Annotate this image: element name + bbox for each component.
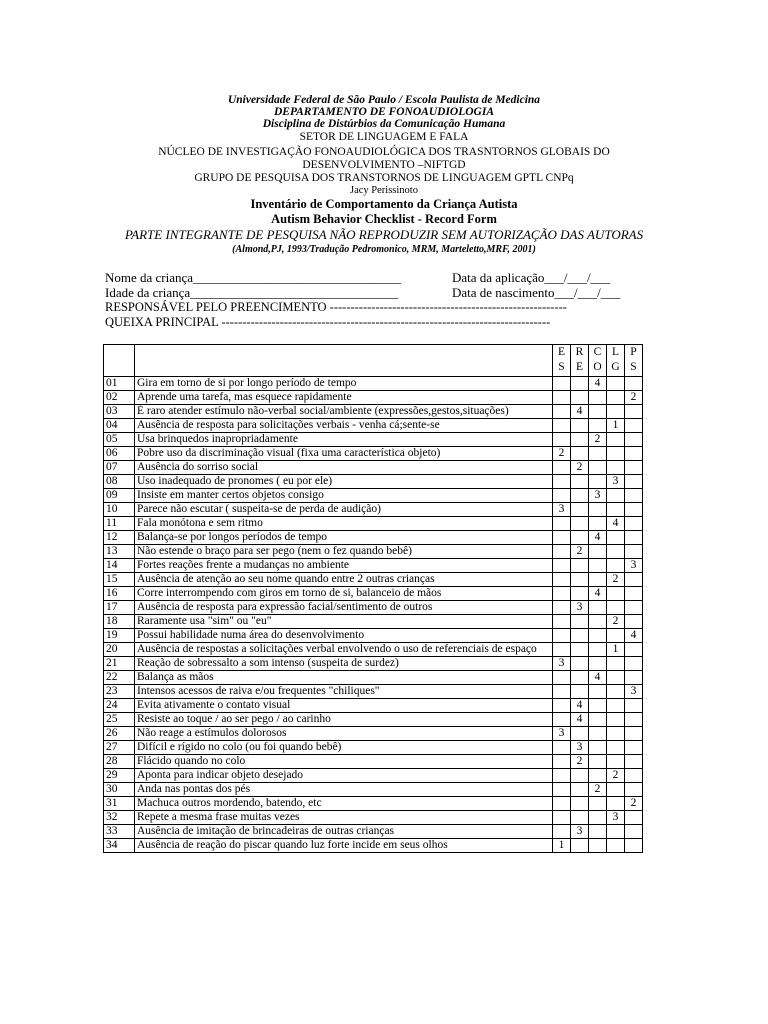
score-cell[interactable] (571, 629, 589, 643)
table-row (104, 755, 643, 769)
score-cell[interactable] (553, 475, 571, 489)
score-cell[interactable] (607, 699, 625, 713)
score-cell[interactable] (571, 811, 589, 825)
score-cell[interactable] (571, 587, 589, 601)
score-cell[interactable] (553, 783, 571, 797)
item-text: Ausência de reação do piscar quando luz forte incide em seus olhos (135, 839, 553, 853)
score-cell[interactable] (607, 405, 625, 419)
item-number: 25 (104, 713, 135, 727)
score-cell[interactable] (553, 545, 571, 559)
item-text: Ausência de resposta para expressão facial/sentimento de outros (135, 601, 553, 615)
score-cell[interactable] (589, 461, 607, 475)
score-cell[interactable]: 3 (571, 825, 589, 839)
behavior-checklist-table (103, 344, 643, 853)
score-cell[interactable] (553, 629, 571, 643)
table-row (104, 811, 643, 825)
table-row (104, 391, 643, 405)
score-cell[interactable] (589, 475, 607, 489)
score-cell[interactable] (607, 461, 625, 475)
score-cell[interactable] (553, 615, 571, 629)
score-cell[interactable]: 3 (553, 503, 571, 517)
score-cell[interactable] (625, 769, 643, 783)
score-cell[interactable]: 1 (607, 419, 625, 433)
item-number: 27 (104, 741, 135, 755)
score-cell[interactable] (589, 573, 607, 587)
item-text: Não reage a estímulos dolorosos (135, 727, 553, 741)
score-cell[interactable] (571, 783, 589, 797)
score-cell[interactable] (589, 727, 607, 741)
table-row (104, 447, 643, 461)
score-cell[interactable] (625, 475, 643, 489)
score-cell[interactable] (553, 699, 571, 713)
sector-line: SETOR DE LINGUAGEM E FALA (299, 131, 469, 143)
score-cell[interactable] (553, 419, 571, 433)
score-cell[interactable] (571, 377, 589, 391)
score-cell[interactable] (625, 517, 643, 531)
score-cell[interactable]: 4 (589, 587, 607, 601)
score-cell[interactable] (553, 391, 571, 405)
score-cell[interactable] (607, 587, 625, 601)
score-cell[interactable] (607, 391, 625, 405)
table-row (104, 531, 643, 545)
table-row (104, 587, 643, 601)
column-header-co: C O (589, 345, 607, 377)
score-cell[interactable]: 4 (571, 405, 589, 419)
score-cell[interactable]: 1 (607, 643, 625, 657)
score-cell[interactable] (607, 531, 625, 545)
table-row (104, 545, 643, 559)
item-text: Ausência do sorriso social (135, 461, 553, 475)
score-cell[interactable] (553, 797, 571, 811)
score-cell[interactable] (625, 783, 643, 797)
score-cell[interactable] (571, 671, 589, 685)
column-header-re: R E (571, 345, 589, 377)
birth-date-field[interactable]: Data de nascimento___/___/___ (452, 285, 621, 300)
table-row (104, 405, 643, 419)
score-cell[interactable] (607, 671, 625, 685)
table-row (104, 825, 643, 839)
item-number: 08 (104, 475, 135, 489)
table-row (104, 783, 643, 797)
score-cell[interactable] (607, 783, 625, 797)
score-cell[interactable] (589, 713, 607, 727)
score-cell[interactable] (607, 489, 625, 503)
score-cell[interactable] (571, 769, 589, 783)
group-line: GRUPO DE PESQUISA DOS TRANSTORNOS DE LINGUAGEM GPTL CNPq (194, 172, 574, 184)
discipline-line: Disciplina de Distúrbios da Comunicação Humana (262, 118, 506, 130)
table-row (104, 671, 643, 685)
university-line: Universidade Federal de São Paulo / Escola Paulista de Medicina (227, 94, 541, 106)
score-cell[interactable] (589, 769, 607, 783)
table-row (104, 699, 643, 713)
score-cell[interactable]: 3 (553, 727, 571, 741)
item-text: Aprende uma tarefa, mas esquece rapidamente (135, 391, 553, 405)
item-text: Flácido quando no colo (135, 755, 553, 769)
item-number: 16 (104, 587, 135, 601)
item-text: Gira em torno de si por longo período de tempo (135, 377, 553, 391)
item-text: Ausência de resposta para solicitações verbais - venha cá;sente-se (135, 419, 553, 433)
score-cell[interactable] (607, 727, 625, 741)
score-cell[interactable] (607, 545, 625, 559)
item-number: 04 (104, 419, 135, 433)
table-row (104, 517, 643, 531)
score-cell[interactable] (553, 405, 571, 419)
score-cell[interactable]: 1 (553, 839, 571, 853)
score-cell[interactable]: 2 (625, 391, 643, 405)
score-cell[interactable] (625, 461, 643, 475)
score-cell[interactable] (589, 755, 607, 769)
item-number: 10 (104, 503, 135, 517)
item-text: Possui habilidade numa área do desenvolvimento (135, 629, 553, 643)
item-number: 19 (104, 629, 135, 643)
score-cell[interactable] (625, 825, 643, 839)
score-cell[interactable] (607, 797, 625, 811)
score-cell[interactable] (607, 713, 625, 727)
table-row (104, 503, 643, 517)
item-text: Ausência de imitação de brincadeiras de outras crianças (135, 825, 553, 839)
score-cell[interactable]: 3 (625, 559, 643, 573)
score-cell[interactable] (553, 643, 571, 657)
score-cell[interactable] (625, 447, 643, 461)
score-cell[interactable] (625, 643, 643, 657)
score-cell[interactable] (571, 643, 589, 657)
item-text: Reação de sobressalto a som intenso (suspeita de surdez) (135, 657, 553, 671)
table-row (104, 461, 643, 475)
score-cell[interactable] (625, 545, 643, 559)
score-cell[interactable]: 3 (553, 657, 571, 671)
score-cell[interactable]: 4 (571, 699, 589, 713)
column-header-es: E S (553, 345, 571, 377)
score-cell[interactable] (589, 517, 607, 531)
score-cell[interactable] (589, 643, 607, 657)
score-cell[interactable] (571, 433, 589, 447)
score-cell[interactable] (607, 755, 625, 769)
table-row (104, 657, 643, 671)
table-row (104, 433, 643, 447)
item-text: Ausência de respostas a solicitações verbal envolvendo o uso de referenciais de espaço (135, 643, 553, 657)
score-cell[interactable]: 4 (625, 629, 643, 643)
score-cell[interactable]: 2 (625, 797, 643, 811)
score-cell[interactable] (625, 433, 643, 447)
item-number: 13 (104, 545, 135, 559)
item-text: Evita ativamente o contato visual (135, 699, 553, 713)
item-number: 17 (104, 601, 135, 615)
score-cell[interactable] (571, 573, 589, 587)
form-title: Inventário de Comportamento da Criança Autista (250, 197, 518, 211)
score-cell[interactable] (553, 461, 571, 475)
score-cell[interactable] (625, 699, 643, 713)
score-cell[interactable] (589, 699, 607, 713)
score-cell[interactable] (625, 587, 643, 601)
score-cell[interactable] (625, 531, 643, 545)
score-cell[interactable] (589, 391, 607, 405)
score-cell[interactable] (571, 391, 589, 405)
table-row (104, 601, 643, 615)
item-text: Fortes reações frente a mudanças no ambiente (135, 559, 553, 573)
score-cell[interactable] (607, 741, 625, 755)
score-cell[interactable]: 3 (571, 741, 589, 755)
item-text: Insiste em manter certos objetos consigo (135, 489, 553, 503)
score-cell[interactable] (571, 839, 589, 853)
score-cell[interactable] (571, 503, 589, 517)
item-text: Usa brinquedos inapropriadamente (135, 433, 553, 447)
score-cell[interactable]: 4 (589, 377, 607, 391)
score-cell[interactable] (553, 769, 571, 783)
score-cell[interactable] (607, 629, 625, 643)
table-row (104, 475, 643, 489)
notice-line: PARTE INTEGRANTE DE PESQUISA NÃO REPRODUZIR SEM AUTORIZAÇÃO DAS AUTORAS (124, 227, 644, 242)
score-cell[interactable] (589, 797, 607, 811)
item-text: Aponta para indicar objeto desejado (135, 769, 553, 783)
score-cell[interactable] (571, 615, 589, 629)
item-number: 26 (104, 727, 135, 741)
score-cell[interactable] (553, 741, 571, 755)
item-number: 31 (104, 797, 135, 811)
table-row (104, 741, 643, 755)
score-cell[interactable]: 2 (571, 545, 589, 559)
score-cell[interactable] (589, 447, 607, 461)
score-cell[interactable]: 2 (589, 783, 607, 797)
score-cell[interactable] (607, 559, 625, 573)
score-cell[interactable] (625, 727, 643, 741)
header-number-cell (104, 345, 135, 377)
item-text: Anda nas pontas dos pés (135, 783, 553, 797)
table-row (104, 615, 643, 629)
score-cell[interactable] (553, 601, 571, 615)
item-text: Raramente usa "sim" ou "eu" (135, 615, 553, 629)
score-cell[interactable] (553, 755, 571, 769)
department-line: DEPARTAMENTO DE FONOAUDIOLOGIA (273, 106, 495, 118)
header-item-cell (135, 345, 553, 377)
score-cell[interactable] (625, 671, 643, 685)
item-text: Repete a mesma frase muitas vezes (135, 811, 553, 825)
child-name-field[interactable]: Nome da criança________________________________ (105, 270, 402, 285)
item-text: Fala monótona e sem ritmo (135, 517, 553, 531)
score-cell[interactable] (589, 615, 607, 629)
item-number: 20 (104, 643, 135, 657)
score-cell[interactable] (571, 489, 589, 503)
table-row (104, 839, 643, 853)
responsible-field[interactable]: RESPONSÁVEL PELO PREENCIMENTO --------------------------------------------------------- (105, 300, 567, 314)
item-number: 33 (104, 825, 135, 839)
score-cell[interactable] (589, 419, 607, 433)
score-cell[interactable] (607, 447, 625, 461)
score-cell[interactable]: 2 (607, 573, 625, 587)
item-number: 21 (104, 657, 135, 671)
item-number: 09 (104, 489, 135, 503)
score-cell[interactable] (607, 825, 625, 839)
application-date-field[interactable]: Data da aplicação___/___/___ (452, 270, 611, 285)
column-header-ps: P S (625, 345, 643, 377)
score-cell[interactable] (625, 419, 643, 433)
score-cell[interactable] (607, 433, 625, 447)
score-cell[interactable] (571, 797, 589, 811)
column-header-lg: L G (607, 345, 625, 377)
score-cell[interactable] (553, 559, 571, 573)
score-cell[interactable] (607, 839, 625, 853)
score-cell[interactable] (589, 629, 607, 643)
score-cell[interactable] (553, 685, 571, 699)
score-cell[interactable]: 2 (571, 755, 589, 769)
nucleus-line-1: NÚCLEO DE INVESTIGAÇÃO FONOAUDIOLÓGICA DOS TRASNTORNOS GLOBAIS DO (158, 146, 610, 158)
item-number: 03 (104, 405, 135, 419)
score-cell[interactable] (625, 489, 643, 503)
score-cell[interactable] (625, 615, 643, 629)
score-cell[interactable]: 2 (553, 447, 571, 461)
item-text: Pobre uso da discriminação visual (fixa uma característica objeto) (135, 447, 553, 461)
table-row (104, 419, 643, 433)
score-cell[interactable] (571, 685, 589, 699)
score-cell[interactable] (589, 685, 607, 699)
score-cell[interactable] (571, 447, 589, 461)
score-cell[interactable] (625, 811, 643, 825)
score-cell[interactable] (607, 601, 625, 615)
item-text: Intensos acessos de raiva e/ou frequentes "chiliques" (135, 685, 553, 699)
score-cell[interactable] (553, 531, 571, 545)
item-number: 05 (104, 433, 135, 447)
score-cell[interactable] (571, 517, 589, 531)
score-cell[interactable] (571, 559, 589, 573)
item-text: Uso inadequado de pronomes ( eu por ele) (135, 475, 553, 489)
table-row (104, 573, 643, 587)
score-cell[interactable] (589, 503, 607, 517)
item-number: 11 (104, 517, 135, 531)
item-number: 15 (104, 573, 135, 587)
score-cell[interactable] (589, 825, 607, 839)
score-cell[interactable]: 2 (607, 615, 625, 629)
score-cell[interactable]: 4 (589, 671, 607, 685)
item-text: Difícil e rígido no colo (ou foi quando bebê) (135, 741, 553, 755)
score-cell[interactable] (553, 713, 571, 727)
score-cell[interactable] (571, 419, 589, 433)
score-cell[interactable]: 4 (571, 713, 589, 727)
item-number: 06 (104, 447, 135, 461)
score-cell[interactable]: 3 (607, 475, 625, 489)
item-text: Balança-se por longos períodos de tempo (135, 531, 553, 545)
score-cell[interactable]: 2 (589, 433, 607, 447)
score-cell[interactable] (625, 741, 643, 755)
item-text: Corre interrompendo com giros em torno de si, balanceio de mãos (135, 587, 553, 601)
item-number: 32 (104, 811, 135, 825)
table-row (104, 643, 643, 657)
table-row (104, 713, 643, 727)
item-text: Não estende o braço para ser pego (nem o fez quando bebê) (135, 545, 553, 559)
item-number: 02 (104, 391, 135, 405)
score-cell[interactable] (571, 531, 589, 545)
score-cell[interactable] (571, 475, 589, 489)
score-cell[interactable] (553, 587, 571, 601)
score-cell[interactable]: 3 (571, 601, 589, 615)
item-number: 12 (104, 531, 135, 545)
score-cell[interactable]: 2 (571, 461, 589, 475)
item-number: 34 (104, 839, 135, 853)
item-number: 14 (104, 559, 135, 573)
score-cell[interactable] (625, 755, 643, 769)
score-cell[interactable] (589, 601, 607, 615)
score-cell[interactable] (553, 517, 571, 531)
score-cell[interactable] (553, 671, 571, 685)
item-number: 01 (104, 377, 135, 391)
form-subtitle: Autism Behavior Checklist - Record Form (271, 212, 497, 226)
item-number: 28 (104, 755, 135, 769)
item-number: 18 (104, 615, 135, 629)
score-cell[interactable] (607, 503, 625, 517)
score-cell[interactable] (553, 825, 571, 839)
score-cell[interactable] (571, 657, 589, 671)
item-text: Ausência de atenção ao seu nome quando entre 2 outras crianças (135, 573, 553, 587)
table-row (104, 685, 643, 699)
item-text: Parece não escutar ( suspeita-se de perda de audição) (135, 503, 553, 517)
table-row (104, 769, 643, 783)
item-text: Resiste ao toque / ao ser pego / ao carinho (135, 713, 553, 727)
score-cell[interactable] (625, 657, 643, 671)
score-cell[interactable]: 2 (607, 769, 625, 783)
complaint-field[interactable]: QUEIXA PRINCIPAL ------------------------------------------------------------------------------- (105, 315, 551, 329)
score-cell[interactable] (553, 573, 571, 587)
score-cell[interactable] (607, 685, 625, 699)
author-line: Jacy Perissinoto (350, 185, 418, 196)
item-number: 24 (104, 699, 135, 713)
score-cell[interactable] (625, 377, 643, 391)
item-number: 22 (104, 671, 135, 685)
score-cell[interactable] (607, 657, 625, 671)
score-cell[interactable] (625, 503, 643, 517)
citation-line: (Almond,PJ, 1993/Tradução Pedromonico, MRM, Marteletto,MRF, 2001) (232, 244, 536, 255)
score-cell[interactable] (625, 601, 643, 615)
item-number: 23 (104, 685, 135, 699)
item-text: É raro atender estímulo não-verbal social/ambiente (expressões,gestos,situações) (135, 405, 553, 419)
item-number: 07 (104, 461, 135, 475)
table-row (104, 727, 643, 741)
score-cell[interactable] (625, 713, 643, 727)
table-row (104, 797, 643, 811)
item-number: 29 (104, 769, 135, 783)
nucleus-line-2: DESENVOLVIMENTO –NIFTGD (302, 159, 466, 171)
score-cell[interactable] (589, 657, 607, 671)
table-row (104, 489, 643, 503)
score-cell[interactable] (571, 727, 589, 741)
score-cell[interactable]: 3 (607, 811, 625, 825)
table-row (104, 377, 643, 391)
score-cell[interactable] (589, 545, 607, 559)
score-cell[interactable] (553, 811, 571, 825)
score-cell[interactable] (625, 839, 643, 853)
score-cell[interactable] (625, 573, 643, 587)
score-cell[interactable] (589, 839, 607, 853)
table-header-row (104, 345, 643, 377)
item-text: Balança as mãos (135, 671, 553, 685)
score-cell[interactable] (589, 559, 607, 573)
score-cell[interactable] (553, 433, 571, 447)
score-cell[interactable] (589, 811, 607, 825)
score-cell[interactable] (589, 741, 607, 755)
score-cell[interactable] (553, 377, 571, 391)
score-cell[interactable]: 4 (589, 531, 607, 545)
child-age-field[interactable]: Idade da criança________________________________ (105, 285, 399, 300)
score-cell[interactable] (625, 405, 643, 419)
table-row (104, 629, 643, 643)
table-row (104, 559, 643, 573)
score-cell[interactable]: 3 (589, 489, 607, 503)
item-text: Machuca outros mordendo, batendo, etc (135, 797, 553, 811)
item-number: 30 (104, 783, 135, 797)
score-cell[interactable] (607, 377, 625, 391)
score-cell[interactable]: 3 (625, 685, 643, 699)
score-cell[interactable] (553, 489, 571, 503)
score-cell[interactable] (589, 405, 607, 419)
score-cell[interactable]: 4 (607, 517, 625, 531)
